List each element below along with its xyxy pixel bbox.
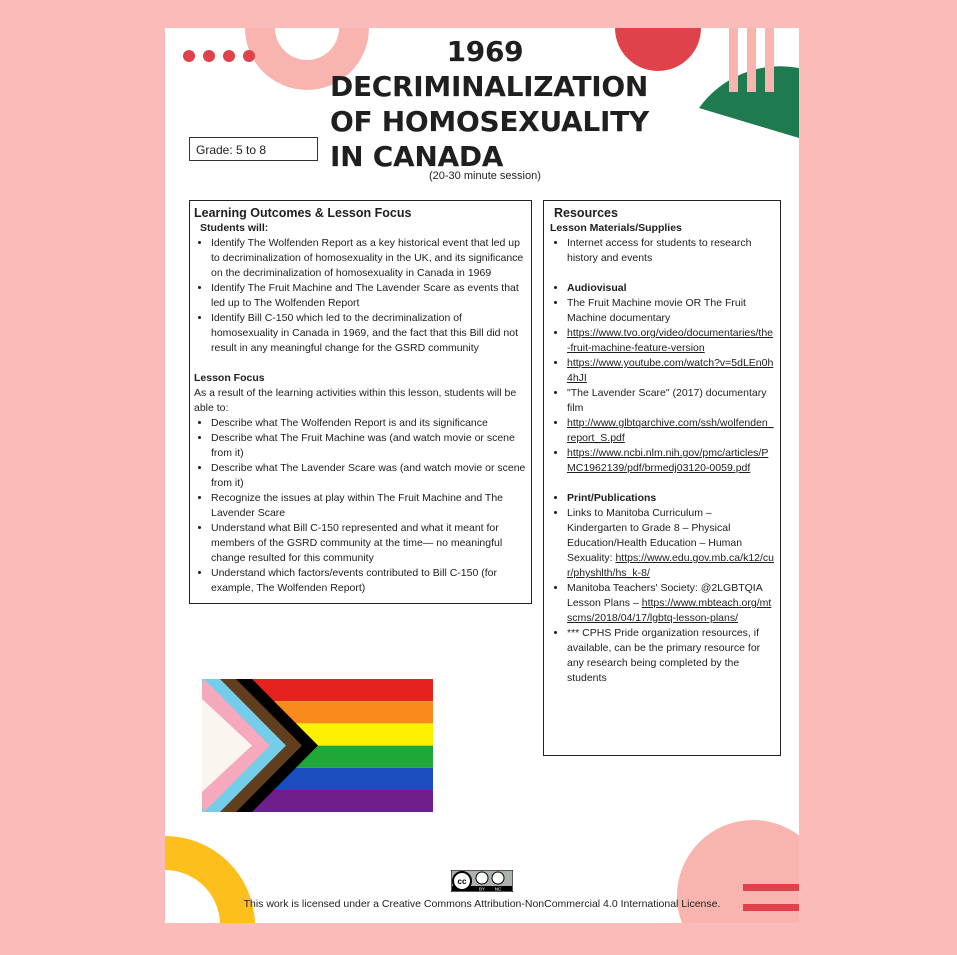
list-item: • Internet access for students to research history and events xyxy=(567,236,774,266)
list-item: • Describe what The Fruit Machine was (and watch movie or scene from it) xyxy=(211,431,527,461)
audiovisual-list xyxy=(550,281,774,476)
outcomes-heading: Learning Outcomes & Lesson Focus xyxy=(194,206,412,220)
license-text: This work is licensed under a Creative Commons Attribution-NonCommercial 4.0 International License. xyxy=(243,898,721,910)
list-item xyxy=(567,581,774,626)
resource-link[interactable]: https://www.edu.gov.mb.ca/k12/cur/physhlth/hs_k-8/ xyxy=(567,552,775,579)
print-list xyxy=(550,491,774,686)
progress-pride-flag xyxy=(202,679,433,812)
list-item xyxy=(567,506,774,581)
pink-bar xyxy=(747,28,756,92)
list-item: • Recognize the issues at play within The Fruit Machine and The Lavender Scare xyxy=(211,491,527,521)
list-item: • Identify The Fruit Machine and The Lavender Scare as events that led up to The Wolfenden Report xyxy=(211,281,527,311)
resource-link[interactable]: https://www.ncbi.nlm.nih.gov/pmc/articles/PMC1962139/pdf/brmedj03120-0059.pdf xyxy=(567,447,769,474)
page-title xyxy=(330,34,650,174)
nc-icon xyxy=(492,872,504,884)
list-item: • Understand which factors/events contributed to Bill C-150 (for example, The Wolfenden Report) xyxy=(211,566,527,596)
red-dot xyxy=(183,50,195,62)
print-item-text: Links to Manitoba Curriculum – Kindergarten to Grade 8 – Physical Education/Health Education – Human Sexuality: xyxy=(567,507,743,564)
list-item xyxy=(567,326,774,356)
list-item: • Describe what The Wolfenden Report is and its significance xyxy=(211,416,527,431)
resource-link[interactable]: https://www.mbteach.org/mtscms/2018/04/17/lgbtq-lesson-plans/ xyxy=(567,597,772,624)
nc-text: NC xyxy=(494,886,502,892)
materials-list xyxy=(550,236,774,266)
title-year: 1969 xyxy=(446,35,524,68)
materials-heading: Lesson Materials/Supplies xyxy=(550,222,682,234)
cc-badge-text: cc xyxy=(457,877,467,886)
by-text: BY xyxy=(478,886,486,892)
resource-link[interactable]: https://www.youtube.com/watch?v=5dLEn0h4hJI xyxy=(567,357,774,384)
list-item: • Understand what Bill C-150 represented and what it meant for members of the GSRD community at the time— no meaningful change resulted for this community xyxy=(211,521,527,566)
resources-heading: Resources xyxy=(554,206,618,220)
print-item-text: Manitoba Teachers' Society: @2LGBTQIA Lesson Plans – xyxy=(567,582,763,609)
outcomes-list xyxy=(194,236,527,356)
by-icon xyxy=(476,872,488,884)
list-item: • *** CPHS Pride organization resources, if available, can be the primary resource for any research being completed by the students xyxy=(567,626,774,686)
list-item xyxy=(567,446,774,476)
red-dot xyxy=(223,50,235,62)
red-dot xyxy=(243,50,255,62)
lesson-focus-heading: Lesson Focus xyxy=(194,372,265,384)
audiovisual-heading: • Audiovisual xyxy=(567,281,774,296)
title-main: DECRIMINALIZATION OF HOMOSEXUALITY IN CANADA xyxy=(330,70,649,173)
grade-label: Grade: 5 to 8 xyxy=(189,137,318,161)
list-item: • Identify The Wolfenden Report as a key historical event that led up to decriminalization of homosexuality in the UK, and its significance on the decriminalization of homosexuality in Canada in 1969 xyxy=(211,236,527,281)
list-item: • The Fruit Machine movie OR The Fruit Machine documentary xyxy=(567,296,774,326)
lesson-focus-intro: As a result of the learning activities within this lesson, students will be able to: xyxy=(194,387,517,414)
pink-bar xyxy=(729,28,738,92)
session-duration: (20-30 minute session) xyxy=(429,170,541,182)
list-item xyxy=(567,416,774,446)
resource-link[interactable]: https://www.tvo.org/video/documentaries/the-fruit-machine-feature-version xyxy=(567,327,774,354)
students-will-label: Students will: xyxy=(200,222,269,234)
print-heading: • Print/Publications xyxy=(567,491,774,506)
cc-license-badge[interactable] xyxy=(451,870,513,892)
resources-box xyxy=(543,200,781,756)
red-stripe xyxy=(743,884,799,891)
list-item xyxy=(567,356,774,386)
list-item: • Describe what The Lavender Scare was (and watch movie or scene from it) xyxy=(211,461,527,491)
document-page xyxy=(165,28,799,923)
pink-bar xyxy=(765,28,774,92)
resource-link[interactable]: http://www.glbtqarchive.com/ssh/wolfenden_report_S.pdf xyxy=(567,417,774,444)
list-item: • "The Lavender Scare" (2017) documentary film xyxy=(567,386,774,416)
list-item: • Identify Bill C-150 which led to the decriminalization of homosexuality in Canada in 1969, and the fact that this Bill did not result in any meaningful change for the GSRD community xyxy=(211,311,527,356)
focus-list xyxy=(194,416,527,596)
learning-outcomes-box xyxy=(189,200,532,604)
red-dot xyxy=(203,50,215,62)
